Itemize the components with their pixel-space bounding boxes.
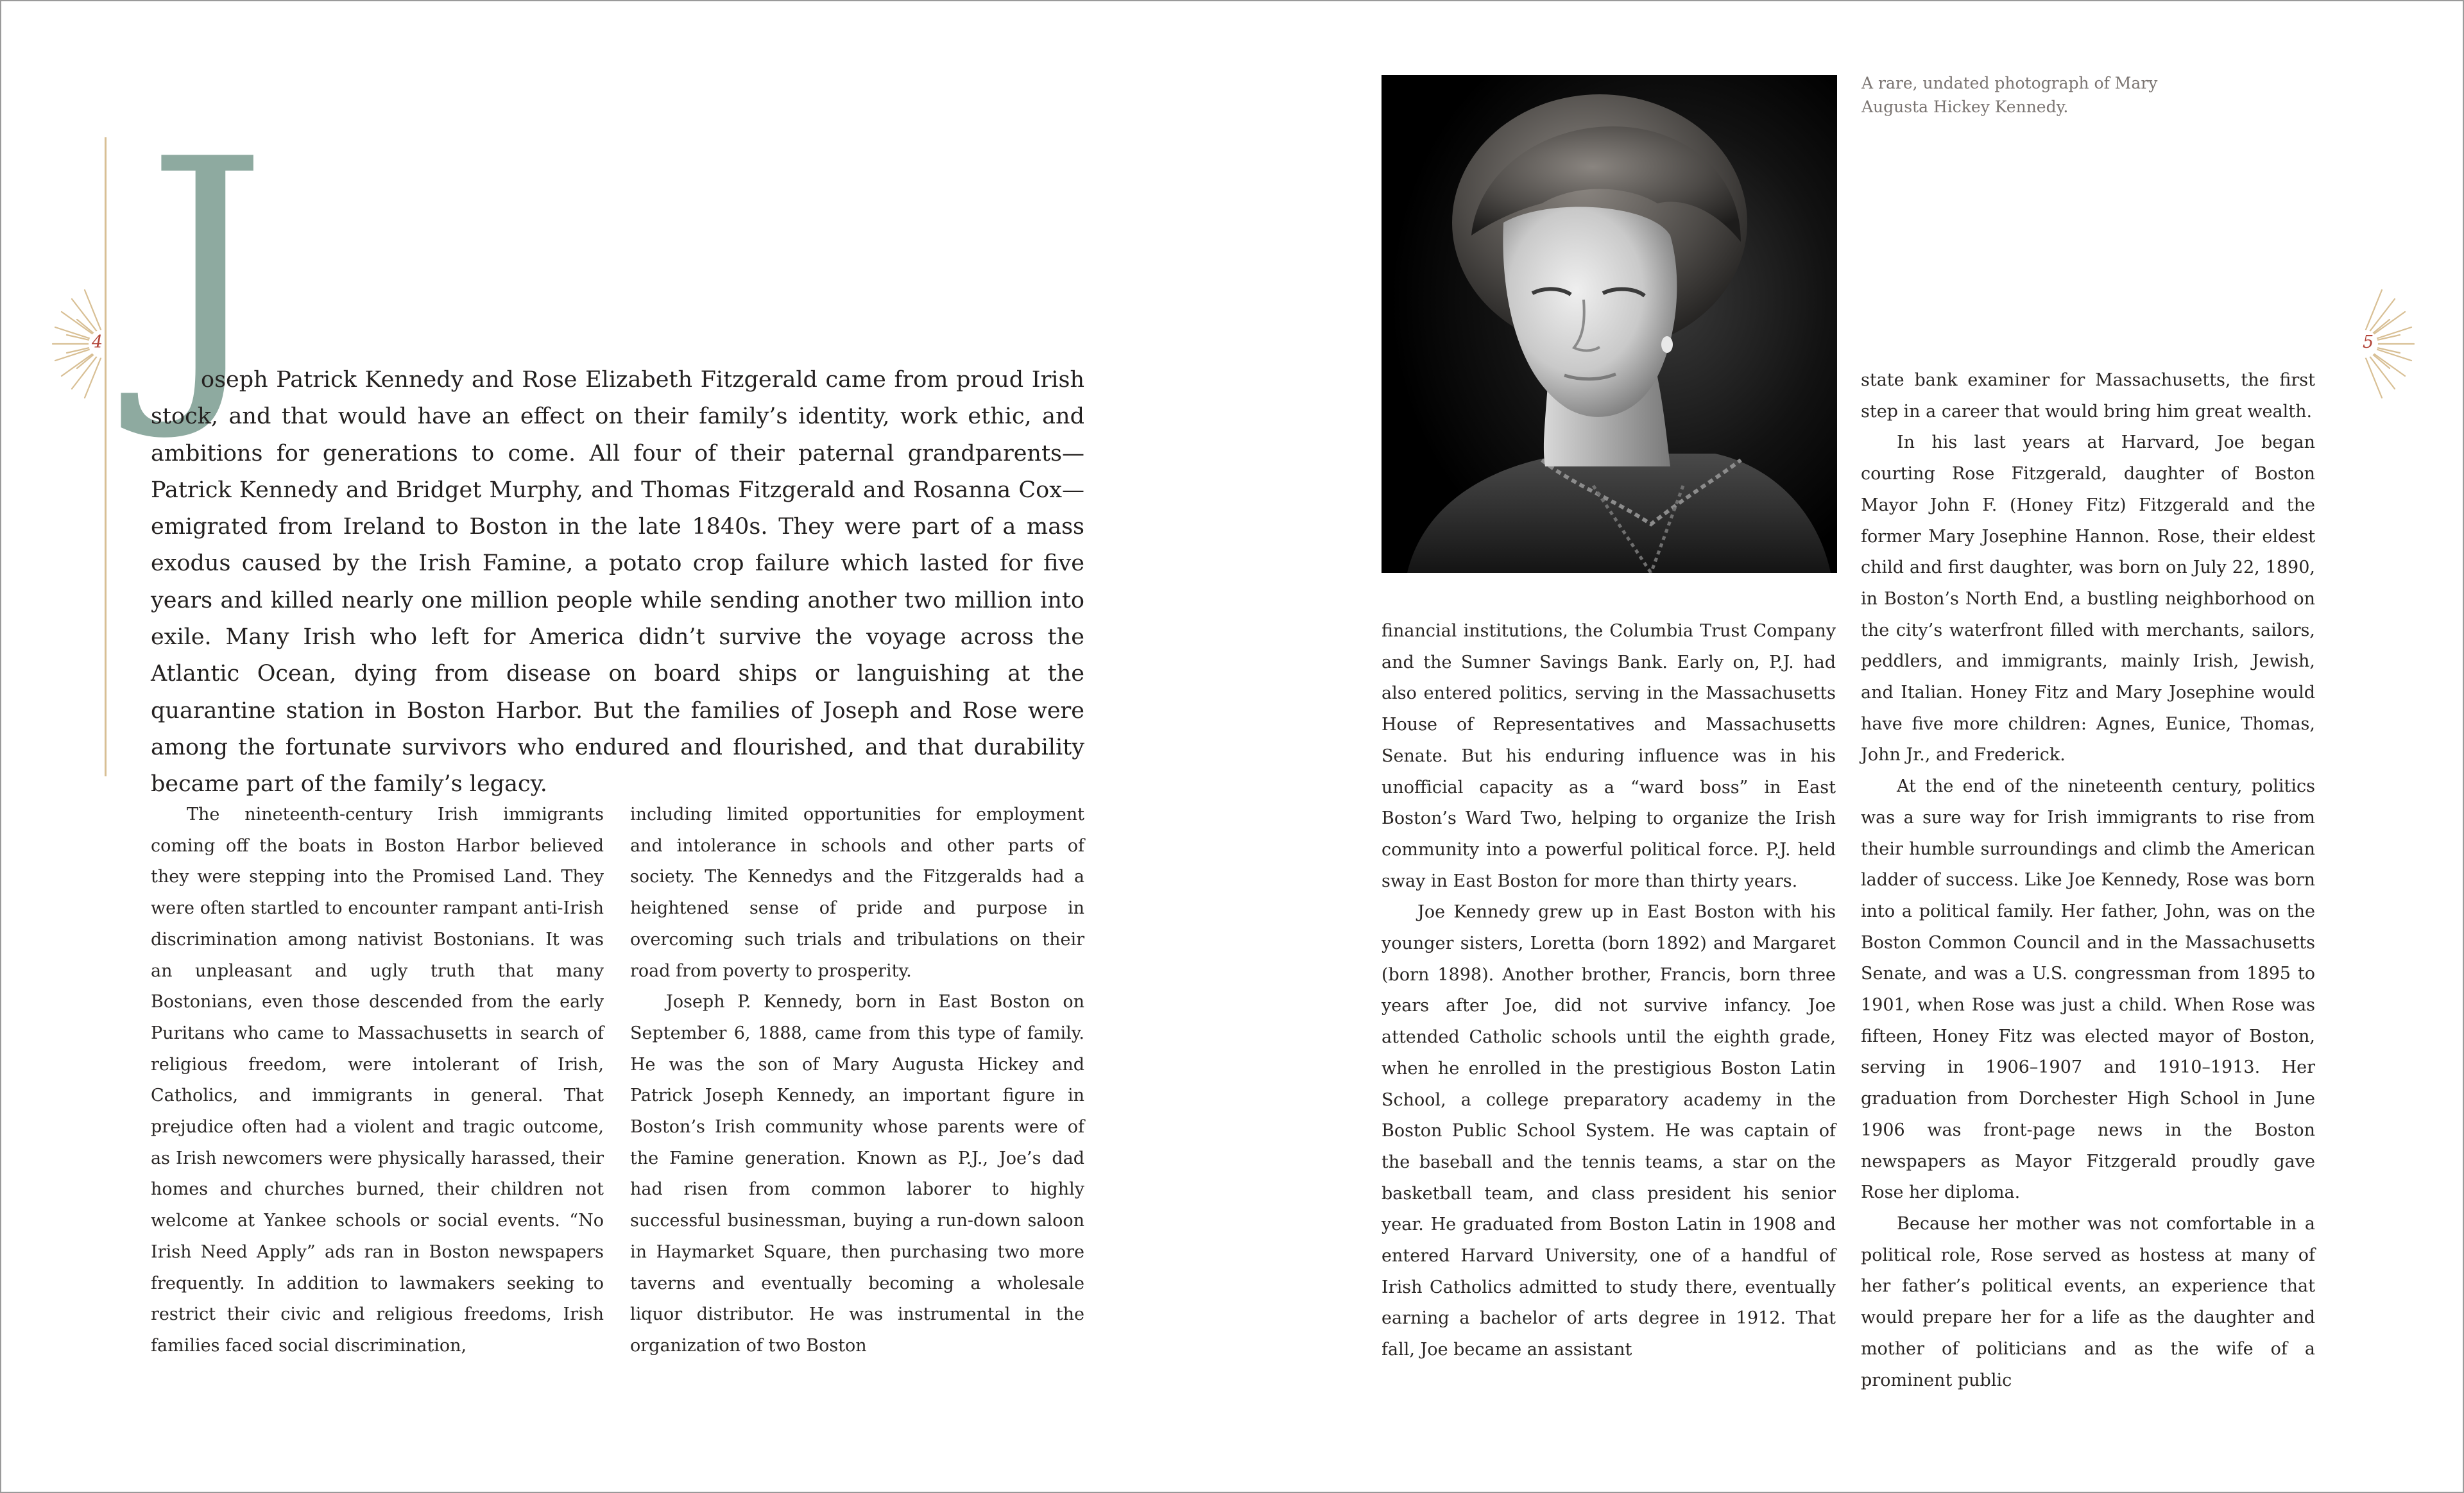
- paragraph: At the end of the nineteenth century, politics was a sure way for Irish immigrants to rise from their humble surroundings and climb the American ladder of success. Like Joe Kennedy, Rose was born into a political family. Her father, John, was on the Boston Common Council and in the Massachusetts Senate, and was a U.S. congressman from 1895 to 1901, when Rose was just a child. When Rose was fifteen, Honey Fitz was elected mayor of Boston, serving in 1906–1907 and 1910–1913. Her graduation from Dorchester High School in June 1906 was front-page news in the Boston newspapers as Mayor Fitzgerald proudly gave Rose her diploma.: [1861, 776, 2315, 1203]
- paragraph: The nineteenth-century Irish immigrants coming off the boats in Boston Harbor believed they were stepping into the Promised Land. They were often startled to encounter rampant anti-Irish discrimination among nativist Bostonians. It was an unpleasant and ugly truth that many Bostonians, even those descended from the early Puritans who came to Massachusetts in search of religious freedom, were intolerant of Irish, Catholics, and immigrants in general. That prejudice often had a violent and tragic outcome, as Irish newcomers were physically harassed, their homes and churches burned, their children not welcome at Yankee schools or social events. “No Irish Need Apply” ads ran in Boston newspapers frequently. In addition to lawmakers seeking to restrict their civic and religious freedoms, Irish families faced social discrimination,: [151, 805, 604, 1356]
- page-number-left: 4: [92, 332, 103, 352]
- body-column-3: [1382, 616, 1836, 1366]
- portrait-image: [1382, 75, 1837, 573]
- paragraph: including limited opportunities for employment and intolerance in schools and other parts of society. The Kennedys and the Fitzgeralds had a heightened sense of pride and purpose in overcoming such trials and tribulations on their road from poverty to prosperity.: [630, 805, 1084, 981]
- body-column-1: [151, 799, 604, 1362]
- body-column-2: [630, 799, 1084, 1362]
- portrait-photo: [1382, 75, 1837, 573]
- body-column-4: [1861, 365, 2315, 1396]
- paragraph: Joe Kennedy grew up in East Boston with his younger sisters, Loretta (born 1892) and Margaret (born 1898). Another brother, Francis, born three years after Joe, did not survive infancy. Joe attended Catholic schools until the eighth grade, when he enrolled in the prestigious Boston Latin School, a college preparatory academy in the Boston Public School System. He was captain of the baseball and the tennis teams, a star on the basketball team, and class president his senior year. He graduated from Boston Latin in 1908 and entered Harvard University, one of a handful of Irish Catholics admitted to study there, eventually earning a bachelor of arts degree in 1912. That fall, Joe became an assistant: [1382, 902, 1836, 1360]
- paragraph: In his last years at Harvard, Joe began courting Rose Fitzgerald, daughter of Boston Mayor John F. (Honey Fitz) Fitzgerald and the former Mary Josephine Hannon. Rose, their eldest child and first daughter, was born on July 22, 1890, in Boston’s North End, a bustling neighborhood on the city’s waterfront filled with merchants, sailors, peddlers, and immigrants, mainly Irish, Jewish, and Italian. Honey Fitz and Mary Josephine would have five more children: Agnes, Eunice, Thomas, John Jr., and Frederick.: [1861, 432, 2315, 765]
- margin-rule: [105, 137, 107, 776]
- page-number-right: 5: [2363, 332, 2374, 352]
- drop-cap: J: [146, 95, 268, 446]
- paragraph: Because her mother was not comfortable in a political role, Rose served as hostess at many of her father’s political events, an experience that would prepare her for a life as the daughter and mother of politicians and as the wife of a prominent public: [1861, 1213, 2315, 1390]
- paragraph: state bank examiner for Massachusetts, the first step in a career that would bring him great wealth.: [1861, 370, 2315, 422]
- intro-paragraph: [151, 362, 1084, 803]
- paragraph: financial institutions, the Columbia Trust Company and the Sumner Savings Bank. Early on, P.J. had also entered politics, serving in the Massachusetts House of Representatives and Massachusetts Senate. But his enduring influence was in his unofficial capacity as a “ward boss” in East Boston’s Ward Two, helping to organize the Irish community into a powerful political force. P.J. held sway in East Boston for more than thirty years.: [1382, 621, 1836, 891]
- photo-caption: A rare, undated photograph of Mary Augusta Hickey Kennedy.: [1861, 74, 2158, 116]
- paragraph: Joseph P. Kennedy, born in East Boston on September 6, 1888, came from this type of family. He was the son of Mary Augusta Hickey and Patrick Joseph Kennedy, an important figure in Boston’s Irish community whose parents were of the Famine generation. Known as P.J., Joe’s dad had risen from common laborer to highly successful businessman, buying a run-down saloon in Haymarket Square, then purchasing two more taverns and eventually becoming a wholesale liquor distributor. He was instrumental in the organization of two Boston: [630, 992, 1084, 1356]
- intro-text: oseph Patrick Kennedy and Rose Elizabeth Fitzgerald came from proud Irish stock, and that would have an effect on their family’s identity, work ethic, and ambitions for generations to come. All four of their paternal grandparents—Patrick Kennedy and Bridget Murphy, and Thomas Fitzgerald and Rosanna Cox—emigrated from Ireland to Boston in the late 1840s. They were part of a mass exodus caused by the Irish Famine, a potato crop failure which lasted for five years and killed nearly one million people while sending another two million into exile. Many Irish who left for America didn’t survive the voyage across the Atlantic Ocean, dying from disease on board ships or languishing at the quarantine station in Boston Harbor. But the families of Joseph and Rose were among the fortunate survivors who endured and flourished, and that durability became part of the family’s legacy.: [151, 367, 1084, 798]
